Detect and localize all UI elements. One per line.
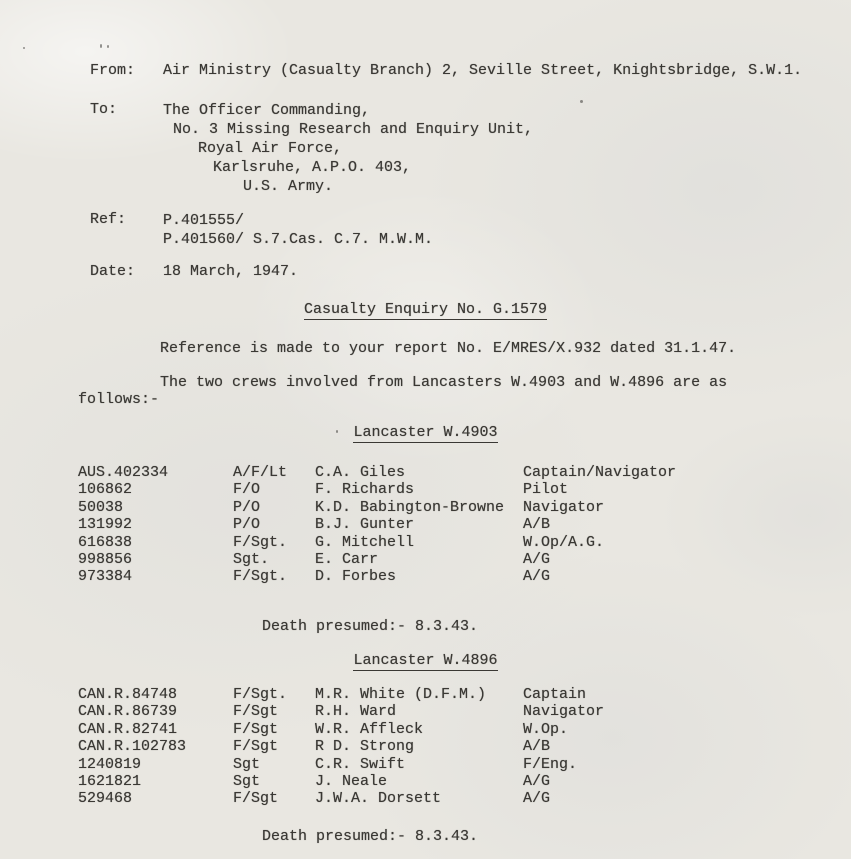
crew2-heading-text: Lancaster W.4896 bbox=[353, 652, 498, 669]
crew2-table bbox=[78, 686, 808, 808]
name-cell: J.W.A. Dorsett bbox=[315, 790, 442, 808]
to-line: Karlsruhe, A.P.O. 403, bbox=[213, 159, 412, 176]
name-cell: D. Forbes bbox=[315, 568, 397, 586]
crew-row bbox=[78, 551, 808, 568]
rank-cell: F/Sgt bbox=[233, 738, 279, 756]
rank-cell: P/O bbox=[233, 498, 261, 516]
crew-row bbox=[78, 568, 808, 585]
name-cell: R.H. Ward bbox=[315, 703, 397, 721]
role-cell: Pilot bbox=[523, 481, 569, 499]
name-cell: M.R. White (D.F.M.) bbox=[315, 686, 487, 703]
ref-label: Ref: bbox=[90, 211, 127, 228]
enquiry-heading-text: Casualty Enquiry No. G.1579 bbox=[303, 301, 548, 318]
crew-row bbox=[78, 738, 808, 755]
role-cell: Navigator bbox=[523, 703, 605, 721]
role-cell: A/G bbox=[523, 773, 551, 791]
service-number-cell: CAN.R.82741 bbox=[78, 720, 178, 738]
paper-speck bbox=[107, 45, 109, 48]
service-number-cell: 50038 bbox=[78, 498, 124, 516]
from-row bbox=[0, 62, 851, 81]
rank-cell: A/F/Lt bbox=[233, 464, 288, 481]
crew-row bbox=[78, 703, 808, 720]
crew-row bbox=[78, 756, 808, 773]
from-value: Air Ministry (Casualty Branch) 2, Seville Street, Knightsbridge, S.W.1. bbox=[163, 62, 803, 79]
service-number-cell: 529468 bbox=[78, 790, 133, 808]
ref-line: P.401555/ bbox=[163, 212, 245, 229]
crew-row bbox=[78, 686, 808, 703]
service-number-cell: 973384 bbox=[78, 568, 133, 586]
paper-speck bbox=[580, 100, 583, 103]
rank-cell: Sgt bbox=[233, 755, 261, 773]
crew1-table bbox=[78, 464, 808, 586]
service-number-cell: 998856 bbox=[78, 551, 133, 569]
crew-row bbox=[78, 790, 808, 807]
role-cell: A/G bbox=[523, 790, 551, 808]
role-cell: W.Op/A.G. bbox=[523, 533, 605, 551]
role-cell: A/B bbox=[523, 516, 551, 534]
name-cell: E. Carr bbox=[315, 551, 379, 569]
enquiry-heading bbox=[0, 301, 851, 320]
service-number-cell: AUS.402334 bbox=[78, 464, 169, 481]
date-row bbox=[0, 263, 851, 282]
date-label: Date: bbox=[90, 263, 136, 280]
ref-line: P.401560/ S.7.Cas. C.7. M.W.M. bbox=[163, 231, 434, 248]
name-cell: K.D. Babington-Browne bbox=[315, 498, 505, 516]
service-number-cell: 106862 bbox=[78, 481, 133, 499]
crew1-heading bbox=[0, 424, 851, 443]
crew-row bbox=[78, 481, 808, 498]
rank-cell: F/Sgt bbox=[233, 703, 279, 721]
name-cell: J. Neale bbox=[315, 773, 388, 791]
service-number-cell: CAN.R.84748 bbox=[78, 686, 178, 703]
service-number-cell: 616838 bbox=[78, 533, 133, 551]
to-line: The Officer Commanding, bbox=[163, 102, 371, 119]
from-label: From: bbox=[90, 62, 136, 79]
service-number-cell: 131992 bbox=[78, 516, 133, 534]
rank-cell: F/Sgt bbox=[233, 790, 279, 808]
to-line: Royal Air Force, bbox=[198, 140, 343, 157]
role-cell: A/G bbox=[523, 551, 551, 569]
role-cell: Captain bbox=[523, 686, 587, 703]
crew-row bbox=[78, 721, 808, 738]
name-cell: G. Mitchell bbox=[315, 533, 415, 551]
service-number-cell: CAN.R.102783 bbox=[78, 738, 187, 756]
role-cell: A/G bbox=[523, 568, 551, 586]
rank-cell: F/O bbox=[233, 481, 261, 499]
role-cell: Navigator bbox=[523, 498, 605, 516]
name-cell: F. Richards bbox=[315, 481, 415, 499]
ref-lines bbox=[163, 211, 433, 249]
to-line: No. 3 Missing Research and Enquiry Unit, bbox=[173, 121, 534, 138]
service-number-cell: 1621821 bbox=[78, 773, 142, 791]
crew-row bbox=[78, 499, 808, 516]
service-number-cell: CAN.R.86739 bbox=[78, 703, 178, 721]
name-cell: B.J. Gunter bbox=[315, 516, 415, 534]
paper-speck bbox=[100, 44, 102, 48]
crew1-death-note: Death presumed:- 8.3.43. bbox=[262, 618, 479, 635]
crew2-heading bbox=[0, 652, 851, 671]
to-label: To: bbox=[90, 101, 118, 118]
crew1-heading-text: Lancaster W.4903 bbox=[353, 424, 498, 441]
name-cell: W.R. Affleck bbox=[315, 720, 424, 738]
crew-row bbox=[78, 773, 808, 790]
to-line: U.S. Army. bbox=[243, 178, 334, 195]
date-value: 18 March, 1947. bbox=[163, 263, 299, 280]
service-number-cell: 1240819 bbox=[78, 755, 142, 773]
paragraph-reference: Reference is made to your report No. E/MRES/X.932 dated 31.1.47. bbox=[160, 340, 737, 357]
role-cell: F/Eng. bbox=[523, 755, 578, 773]
rank-cell: F/Sgt. bbox=[233, 533, 288, 551]
paragraph-crews-line2: follows:- bbox=[78, 391, 160, 408]
role-cell: W.Op. bbox=[523, 720, 569, 738]
paragraph-crews-line1: The two crews involved from Lancasters W.4903 and W.4896 are as bbox=[160, 374, 728, 391]
name-cell: R D. Strong bbox=[315, 738, 415, 756]
rank-cell: F/Sgt. bbox=[233, 568, 288, 586]
role-cell: Captain/Navigator bbox=[523, 464, 677, 481]
rank-cell: P/O bbox=[233, 516, 261, 534]
rank-cell: Sgt. bbox=[233, 551, 270, 569]
name-cell: C.A. Giles bbox=[315, 464, 406, 481]
crew-row bbox=[78, 464, 808, 481]
role-cell: A/B bbox=[523, 738, 551, 756]
name-cell: C.R. Swift bbox=[315, 755, 406, 773]
to-address bbox=[163, 101, 533, 196]
paper-speck bbox=[23, 47, 25, 49]
rank-cell: Sgt bbox=[233, 773, 261, 791]
crew-row bbox=[78, 516, 808, 533]
rank-cell: F/Sgt. bbox=[233, 686, 288, 703]
crew-row bbox=[78, 534, 808, 551]
rank-cell: F/Sgt bbox=[233, 720, 279, 738]
crew2-death-note: Death presumed:- 8.3.43. bbox=[262, 828, 479, 845]
